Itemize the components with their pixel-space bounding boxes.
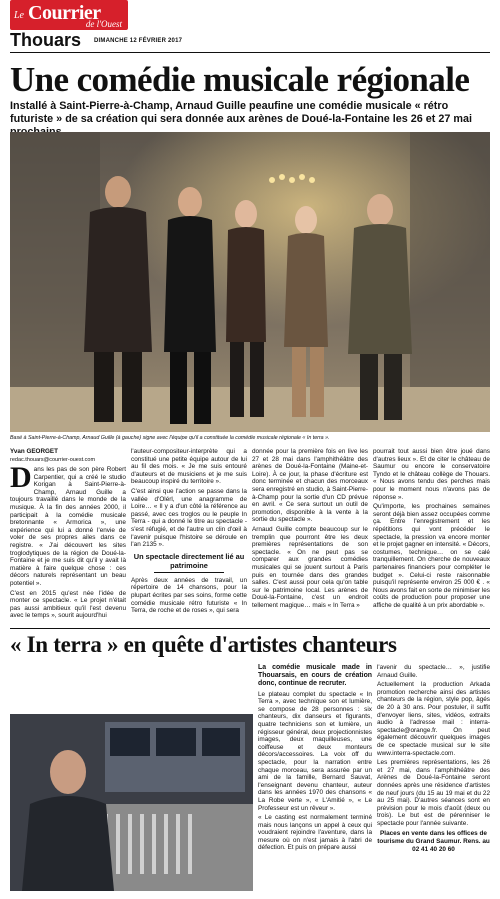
- section-divider: [10, 628, 490, 629]
- paragraph: Les premières représentations, les 26 et 27 mai, dans l'amphithéâtre des Arènes de Doué-la-Fontaine seront données après une résidence d'artistes de neuf jours (du 15 au 19 mai et du 22 au 25 mai). D'autres séances sont en prévision pour le mois d'août (deux ou trois). Le but est de pérenniser le spectacle pour l'année suivante.: [377, 759, 490, 827]
- dropcap: D: [10, 461, 32, 494]
- paragraph: ans les pas de son père Robert Carpentier, qui a créé le studio Korigan à Saint-Pierre-à-Champ, Arnaud Guille a toujours travaillé dans le monde de la musique. À la fin des années 2000, il participait à la comédie musicale bretonnante « Armorica », une expérience qui lui a donné l'envie de voler de ses propres ailes dans ce registre. « J'ai découvert les sites troglodytiques de la région de Doué-la-Fontaine et je me suis dit qu'il y avait là matière à faire quelque chose : ces décors naturels représentant un beau potentiel ».: [10, 466, 126, 587]
- paragraph: l'auteur-compositeur-interprète qui a constitué une petite équipe autour de lui au fil des mois. « Je me suis entouré d'auteurs et de musiciens et je me suis beaucoup inspiré du territoire ».: [131, 448, 247, 486]
- logo-courrier: Courrier: [28, 2, 101, 24]
- cast-photo: [10, 132, 490, 432]
- subheading: Un spectacle directement lié au patrimoine: [131, 552, 247, 573]
- section-city: Thouars: [10, 30, 82, 50]
- article-column-4: [373, 448, 490, 611]
- paragraph: pourrait tout aussi bien être joué dans d'autres lieux ». Et de citer le château de Saumur ou encore le conservatoire Tyndo et le château collège de Thouars. « Nous avons tendu des perches mais pour le moment nous n'avons pas de réponse ».: [373, 448, 490, 501]
- paragraph: Arnaud Guille compte beaucoup sur le tremplin que pourront être les deux premières représentations de son spectacle. « On ne peut pas se comparer aux grandes comédies musicales qui se jouent surtout à Paris puis en tournée dans des grandes salles. C'est aussi pour cela qu'on table sur le patrimoine local. Les arènes de Doué-la-Fontaine, c'est un endroit tellement magique… mais « In Terra »: [252, 525, 368, 609]
- author-email[interactable]: redac.thouars@courrier-ouest.com: [10, 457, 96, 463]
- article-lead: Installé à Saint-Pierre-à-Champ, Arnaud Guille peaufine une comédie musicale « rétro futuriste » de sa création qui sera donnée aux arènes de Doué-la-Fontaine les 26 et 27 mai: [10, 100, 473, 125]
- paragraph: donnée pour la première fois en live les 27 et 28 mai dans l'amphithéâtre des arènes de Doué-la-Fontaine (Maine-et-Loire). À ce jour, la phase d'écriture est donc terminée et chacun des morceaux sera enregistré en studio, à Saint-Pierre-à-Champ pour la sortie d'un CD prévue en avril. « Ce sera surtout un outil de promotion, disponible à la vente à la sortie du spectacle ».: [252, 448, 368, 524]
- paragraph: Après deux années de travail, un répertoire de 14 chansons, pour la plupart écrites par ses soins, forme cette comédie musicale rétro futuriste « In Terra, de roche et de roses », qui sera: [131, 576, 247, 615]
- article2-headline: « In terra » en quête d'artistes chanteurs: [10, 632, 397, 657]
- logo-ouest: de l'Ouest: [85, 19, 122, 29]
- article2-column-2: [377, 664, 490, 854]
- paragraph: C'est en 2015 qu'est née l'idée de monter ce spectacle. « Le projet n'était pas aussi ambitieux qu'il l'est devenu avec le temps », sourit aujourd'hui: [10, 589, 126, 620]
- paragraph: Qu'importe, les prochaines semaines seront déjà bien assez occupées comme ça. Entre l'enregistrement et les répétitions qui vont précéder le spectacle, la pression va encore monter et le projet gagner en intensité. « Décors, costumes, technique… on se calé tranquillement. On cherche de nouveaux partenaires financiers pour compléter le budget ». Celui-ci reste raisonnable puisqu'il représente environ 25 000 € . « Nous avons fait en sorte de minimiser les coûts de production pour proposer une affiche de qualité à un prix abordable ».: [373, 503, 490, 609]
- issue-date: DIMANCHE 12 FÉVRIER 2017: [94, 38, 183, 44]
- newspaper-logo: [10, 0, 128, 30]
- byline: Yvan GEORGET: [10, 448, 58, 455]
- paragraph: Le plateau complet du spectacle « In Terra », avec technique son et lumière, se compose de 28 personnes : six chanteurs, dix danseurs et figurants, quatre techniciens son et lumière, un régisseur général, deux projectionnistes images, deux maquilleuses, une coiffeuse et deux monteurs décors/accessoires. La voix off du spectacle, pour la narration entre chaque morceau, sera assurée par un ami de la famille, Bernard Sauvat, l'enseignant devenu chanteur, auteur dans les années 1970 des chansons « La Robe verte », « L'Amitié », « Le Professeur est un rêveur ».: [258, 690, 372, 812]
- paragraph: Actuellement la production Arkada promotion recherche ainsi des artistes chanteurs de la région, style pop, âgés de 20 à 30 ans. Pour postuler, il suffit d'envoyer liens, sites, vidéos, extraits audio à l'adresse mail : interra-spectacle@orange.fr. On peut également découvrir quelques images de ce spectacle musical sur le site www.interra-spectacle.com.: [377, 681, 490, 757]
- ticket-info: Places en vente dans les offices de tourisme du Grand Saumur. Rens. au 02 41 40 20 60: [377, 830, 490, 854]
- article2-lead: La comédie musicale made in Thouarsais, en cours de création donc, continue de recruter.: [258, 664, 372, 688]
- article-column-2: [131, 448, 247, 617]
- paragraph: « Le casting est normalement terminé mais nous lançons un appel à ceux qui voudraient rejoindre l'aventure, dans la mesure où on n'est jamais à l'abri de défection. Et puis on prépare aussi: [258, 814, 372, 852]
- article-column-3: [252, 448, 368, 611]
- studio-photo: [10, 714, 253, 891]
- masthead: [10, 0, 490, 50]
- paragraph: l'avenir du spectacle… », justifie Arnaud Guille.: [377, 664, 490, 679]
- article2-column-1: [258, 664, 372, 854]
- logo-le: Le: [14, 10, 24, 21]
- paragraph: C'est ainsi que l'action se passe dans la vallée d'Olérl, une anagramme de Loire… « Il y a d'un côté la référence au passé, avec ces troglos ou le peuple In Terra - qui a donné le titre au spectacle - s'est réfugié, et de l'autre un clin d'œil à l'avenir puisque l'histoire se déroule en l'an 2135 ».: [131, 487, 247, 549]
- top-divider: [10, 52, 490, 53]
- article-headline: Une comédie musicale régionale: [10, 60, 470, 99]
- article-column-1: [10, 461, 126, 622]
- photo-caption: Basé à Saint-Pierre-à-Champ, Arnaud Guille (à gauche) signe avec l'équipe qu'il a constituée la comédie musicale régionale « In terra ».: [10, 435, 330, 441]
